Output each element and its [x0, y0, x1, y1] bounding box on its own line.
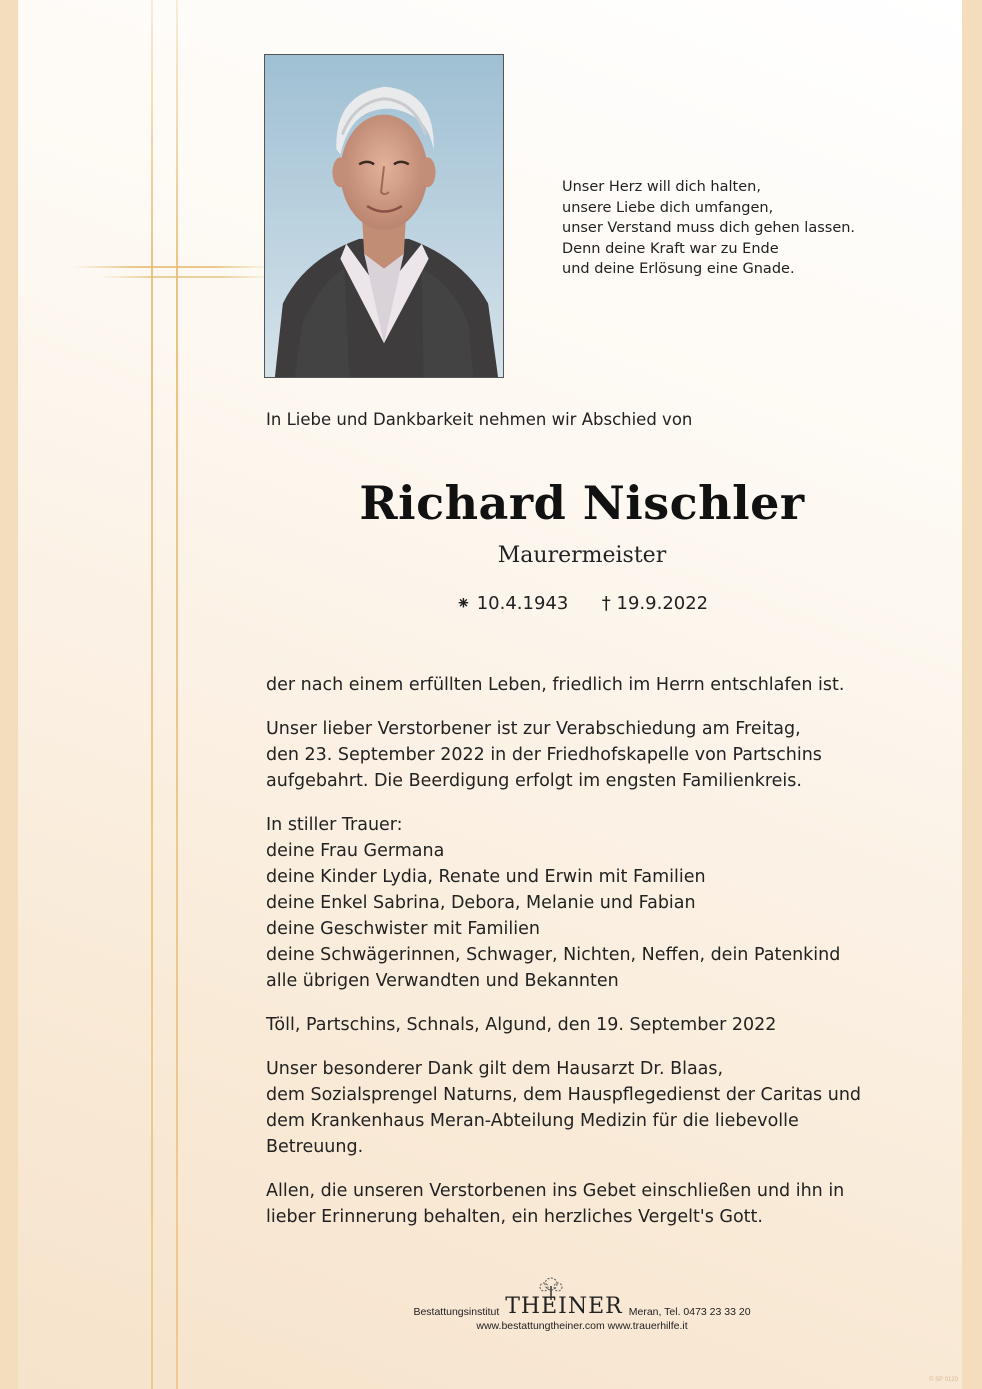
deceased-profession: Maurermeister — [497, 543, 667, 568]
text-line: deine Enkel Sabrina, Debora, Melanie und Fabian — [266, 893, 696, 913]
text-line: dem Sozialsprengel Naturns, dem Hauspflegedienst der Caritas und — [266, 1085, 862, 1105]
tree-icon — [533, 1276, 569, 1300]
memorial-poem — [562, 177, 882, 280]
template-code: © SP 0120 — [929, 1377, 958, 1383]
cross-ornament-horizontal-2 — [98, 276, 273, 278]
birth-star-icon: ⁕ — [455, 593, 471, 614]
mourners-paragraph — [266, 812, 906, 994]
cross-ornament-horizontal — [73, 266, 273, 268]
poem-line: und deine Erlösung eine Gnade. — [562, 261, 795, 277]
death-cross-icon: † — [601, 593, 611, 614]
text-line: der nach einem erfüllten Leben, friedlich im Herrn entschlafen ist. — [266, 675, 845, 695]
poem-line: unser Verstand muss dich gehen lassen. — [562, 220, 856, 236]
text-line: Töll, Partschins, Schnals, Algund, den 19. September 2022 — [266, 1015, 777, 1035]
text-line: deine Frau Germana — [266, 841, 445, 861]
viewing-paragraph — [266, 716, 906, 794]
text-line: aufgebahrt. Die Beerdigung erfolgt im engsten Familienkreis. — [266, 771, 802, 791]
text-line: den 23. September 2022 in der Friedhofskapelle von Partschins — [266, 745, 822, 765]
footer-prefix: Bestattungsinstitut — [413, 1306, 500, 1318]
text-line: In stiller Trauer: — [266, 815, 403, 835]
closing-paragraph — [266, 1178, 906, 1230]
poem-line: unsere Liebe dich umfangen, — [562, 199, 774, 216]
text-line: deine Kinder Lydia, Renate und Erwin mit Familien — [266, 867, 706, 887]
text-line: deine Schwägerinnen, Schwager, Nichten, Neffen, dein Patenkind — [266, 945, 841, 965]
text-line: deine Geschwister mit Familien — [266, 919, 541, 939]
portrait-photo — [264, 54, 504, 378]
life-dates — [266, 593, 898, 614]
place-date-paragraph — [266, 1012, 906, 1038]
text-line: dem Krankenhaus Meran-Abteilung Medizin für die liebevolle — [266, 1111, 799, 1131]
deceased-name: Richard Nischler — [359, 476, 805, 530]
farewell-intro: In Liebe und Dankbarkeit nehmen wir Abschied von — [266, 410, 693, 429]
text-line: Allen, die unseren Verstorbenen ins Gebet einschließen und ihn in — [266, 1181, 845, 1201]
text-line: Betreuung. — [266, 1137, 364, 1157]
cross-ornament-vertical-2 — [176, 0, 178, 1389]
thanks-paragraph — [266, 1056, 906, 1160]
text-line: lieber Erinnerung behalten, ein herzliches Vergelt's Gott. — [266, 1207, 763, 1227]
obituary-body — [266, 672, 906, 1248]
poem-line: Unser Herz will dich halten, — [562, 179, 761, 195]
birth-date: 10.4.1943 — [476, 593, 569, 614]
death-date: 19.9.2022 — [616, 593, 709, 614]
funeral-home-brand: THEINER — [505, 1294, 623, 1319]
passing-paragraph — [266, 672, 906, 698]
footer-websites: www.bestattungtheiner.com www.trauerhilfe.it — [476, 1320, 688, 1332]
footer-contact: Meran, Tel. 0473 23 33 20 — [628, 1306, 751, 1318]
poem-line: Denn deine Kraft war zu Ende — [562, 240, 779, 257]
funeral-home-logo — [505, 1296, 622, 1318]
cross-ornament-vertical — [151, 0, 153, 1389]
text-line: Unser lieber Verstorbener ist zur Verabschiedung am Freitag, — [266, 719, 801, 739]
funeral-home-footer — [266, 1296, 898, 1332]
text-line: Unser besonderer Dank gilt dem Hausarzt Dr. Blaas, — [266, 1059, 724, 1079]
text-line: alle übrigen Verwandten und Bekannten — [266, 971, 619, 991]
